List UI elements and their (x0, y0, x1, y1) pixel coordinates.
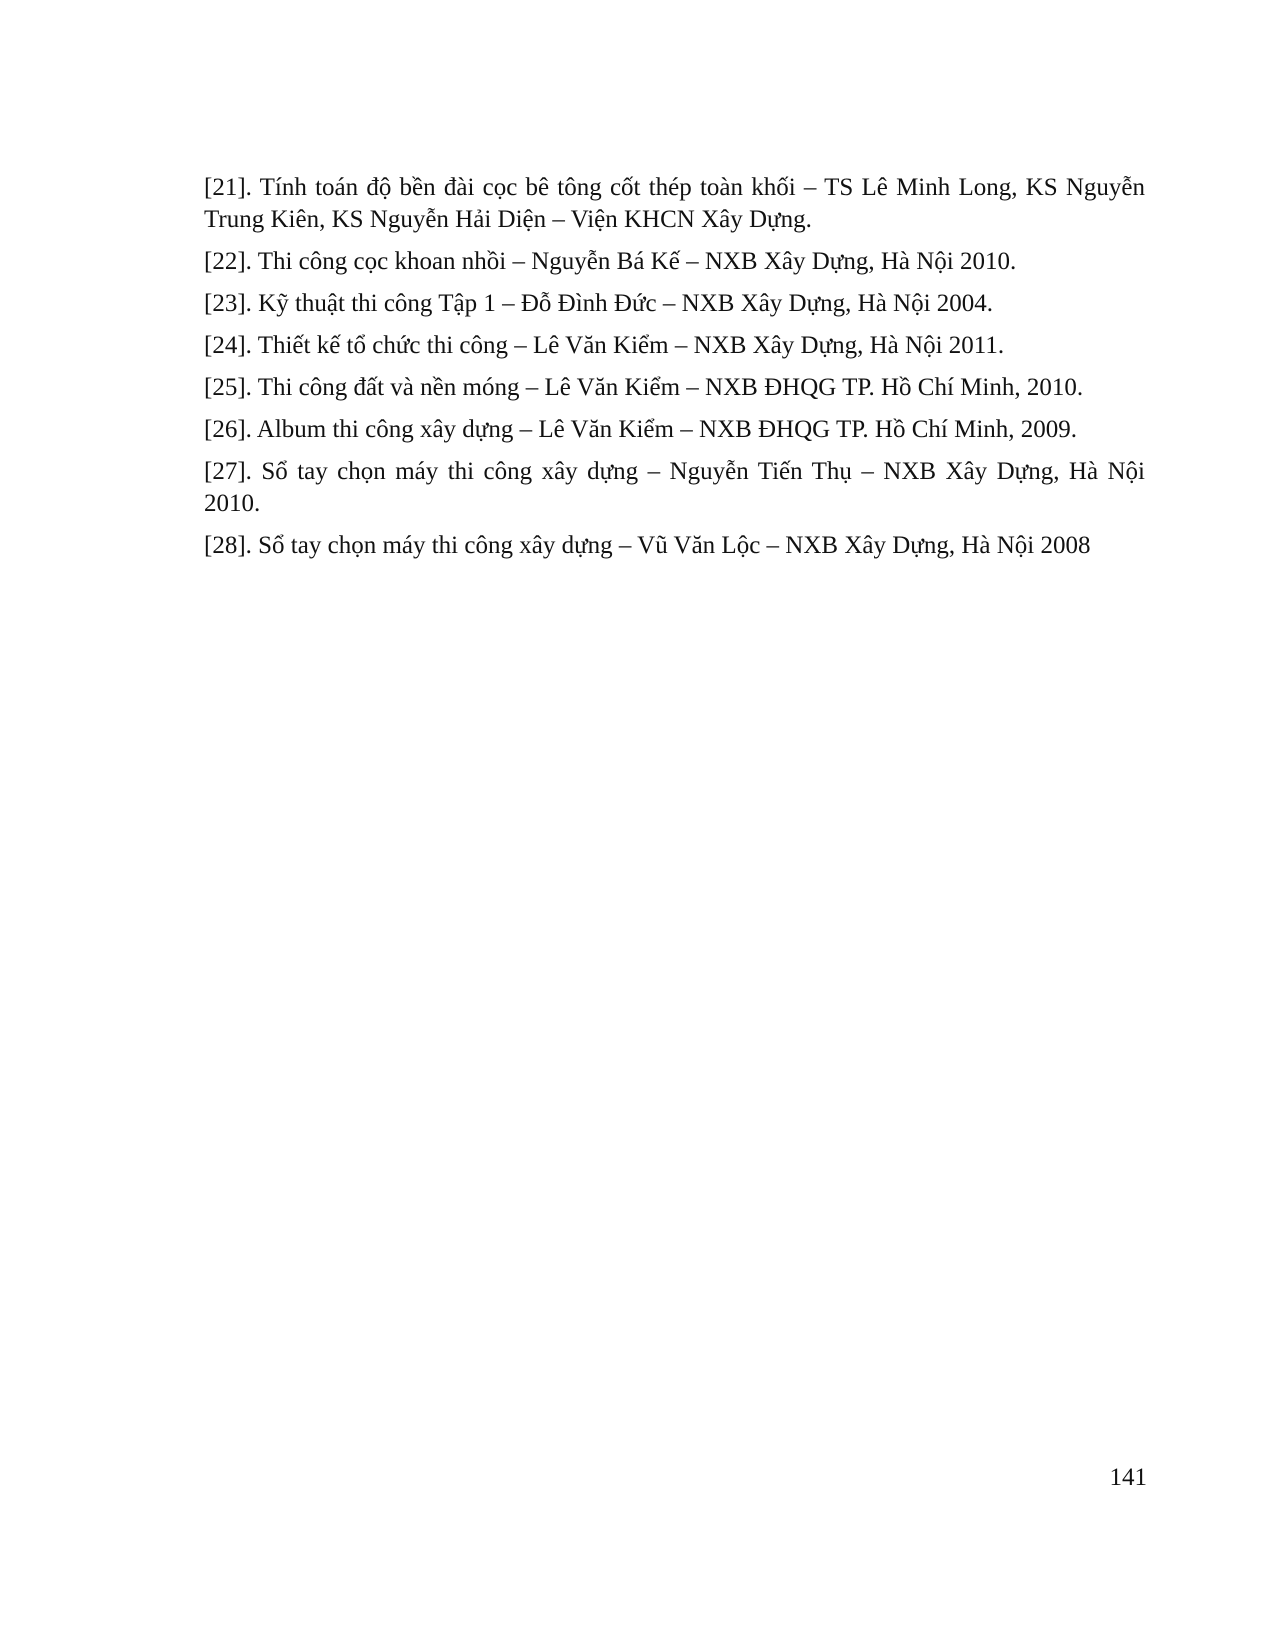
reference-item-23: [23]. Kỹ thuật thi công Tập 1 – Đỗ Đình Đức – NXB Xây Dựng, Hà Nội 2004. (204, 290, 994, 317)
reference-item-25: [25]. Thi công đất và nền móng – Lê Văn Kiểm – NXB ĐHQG TP. Hồ Chí Minh, 2010. (204, 374, 1084, 401)
reference-list (204, 172, 1145, 572)
reference-item-21: [21]. Tính toán độ bền đài cọc bê tông cốt thép toàn khối – TS Lê Minh Long, KS Nguyễn Trung Kiên, KS Nguyễn Hải Diện – Viện KHCN Xây Dựng. (204, 174, 1145, 233)
reference-item-22: [22]. Thi công cọc khoan nhồi – Nguyễn Bá Kế – NXB Xây Dựng, Hà Nội 2010. (204, 248, 1017, 275)
reference-item-27: [27]. Sổ tay chọn máy thi công xây dựng – Nguyễn Tiến Thụ – NXB Xây Dựng, Hà Nội 2010. (204, 458, 1145, 517)
reference-item-28: [28]. Sổ tay chọn máy thi công xây dựng – Vũ Văn Lộc – NXB Xây Dựng, Hà Nội 2008 (204, 532, 1091, 559)
page-number: 141 (1109, 1464, 1147, 1491)
reference-item-24: [24]. Thiết kế tổ chức thi công – Lê Văn Kiểm – NXB Xây Dựng, Hà Nội 2011. (204, 332, 1005, 359)
reference-item-26: [26]. Album thi công xây dựng – Lê Văn Kiểm – NXB ĐHQG TP. Hồ Chí Minh, 2009. (204, 416, 1078, 443)
